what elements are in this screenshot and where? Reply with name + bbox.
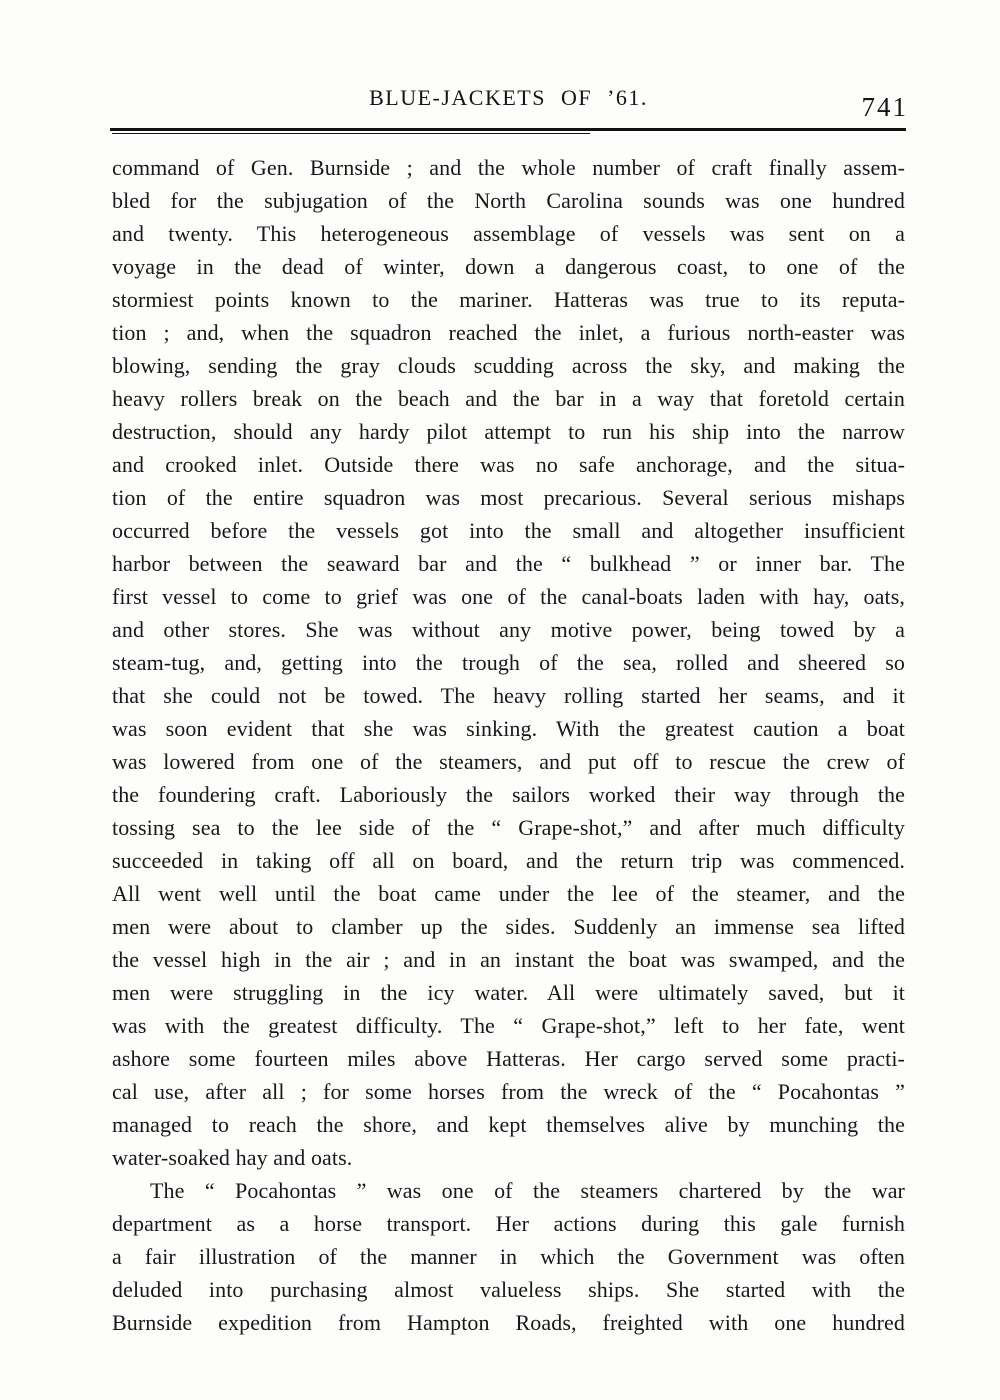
text-line: occurred before the vessels got into the small and altogether insufficient — [112, 518, 905, 543]
text-line: department as a horse transport. Her actions during this gale furnish — [112, 1211, 905, 1236]
text-line: and twenty. This heterogeneous assemblage of vessels was sent on a — [112, 221, 905, 246]
header-rule-bottom-line — [112, 133, 590, 135]
running-head-title: BLUE-JACKETS OF ’61. — [369, 85, 648, 110]
text-line: the vessel high in the air ; and in an instant the boat was swamped, and the — [112, 947, 905, 972]
text-line: was soon evident that she was sinking. With the greatest caution a boat — [112, 716, 905, 741]
text-line: ashore some fourteen miles above Hatteras. Her cargo served some practi- — [112, 1046, 905, 1071]
text-line: and other stores. She was without any motive power, being towed by a — [112, 617, 905, 642]
text-line: destruction, should any hardy pilot attempt to run his ship into the narrow — [112, 419, 905, 444]
text-line: bled for the subjugation of the North Carolina sounds was one hundred — [112, 188, 905, 213]
text-line: succeeded in taking off all on board, and the return trip was commenced. — [112, 848, 905, 873]
text-line: that she could not be towed. The heavy rolling started her seams, and it — [112, 683, 905, 708]
text-line: harbor between the seaward bar and the “ bulkhead ” or inner bar. The — [112, 551, 905, 576]
text-line: the foundering craft. Laboriously the sailors worked their way through the — [112, 782, 905, 807]
page-number: 741 — [861, 92, 908, 122]
text-line: was with the greatest difficulty. The “ Grape-shot,” left to her fate, went — [112, 1013, 905, 1038]
text-line: deluded into purchasing almost valueless ships. She started with the — [112, 1277, 905, 1302]
text-line: water-soaked hay and oats. — [112, 1145, 353, 1170]
body-text — [112, 151, 905, 1339]
text-line: tion ; and, when the squadron reached the inlet, a furious north-easter was — [112, 320, 905, 345]
text-line: All went well until the boat came under the lee of the steamer, and the — [112, 881, 905, 906]
text-line: a fair illustration of the manner in which the Government was often — [112, 1244, 905, 1269]
text-line: voyage in the dead of winter, down a dangerous coast, to one of the — [112, 254, 905, 279]
text-line: command of Gen. Burnside ; and the whole number of craft finally assem- — [112, 155, 905, 180]
text-line: first vessel to come to grief was one of the canal-boats laden with hay, oats, — [112, 584, 905, 609]
text-line: The “ Pocahontas ” was one of the steamers chartered by the war — [150, 1178, 905, 1203]
text-line: cal use, after all ; for some horses from the wreck of the “ Pocahontas ” — [112, 1079, 905, 1104]
text-line: steam-tug, and, getting into the trough of the sea, rolled and sheered so — [112, 650, 905, 675]
text-line: tion of the entire squadron was most precarious. Several serious mishaps — [112, 485, 905, 510]
text-line: Burnside expedition from Hampton Roads, freighted with one hundred — [112, 1310, 905, 1335]
text-line: stormiest points known to the mariner. Hatteras was true to its reputa- — [112, 287, 905, 312]
text-line: tossing sea to the lee side of the “ Grape-shot,” and after much difficulty — [112, 815, 905, 840]
text-line: heavy rollers break on the beach and the bar in a way that foretold certain — [112, 386, 905, 411]
text-line: men were about to clamber up the sides. Suddenly an immense sea lifted — [112, 914, 905, 939]
header-rule-top-line — [110, 128, 906, 131]
text-line: managed to reach the shore, and kept themselves alive by munching the — [112, 1112, 905, 1137]
text-line: blowing, sending the gray clouds scudding across the sky, and making the — [112, 353, 905, 378]
text-line: men were struggling in the icy water. All were ultimately saved, but it — [112, 980, 905, 1005]
header-rule — [110, 128, 906, 135]
text-line: and crooked inlet. Outside there was no safe anchorage, and the situa- — [112, 452, 905, 477]
text-line: was lowered from one of the steamers, and put off to rescue the crew of — [112, 749, 905, 774]
